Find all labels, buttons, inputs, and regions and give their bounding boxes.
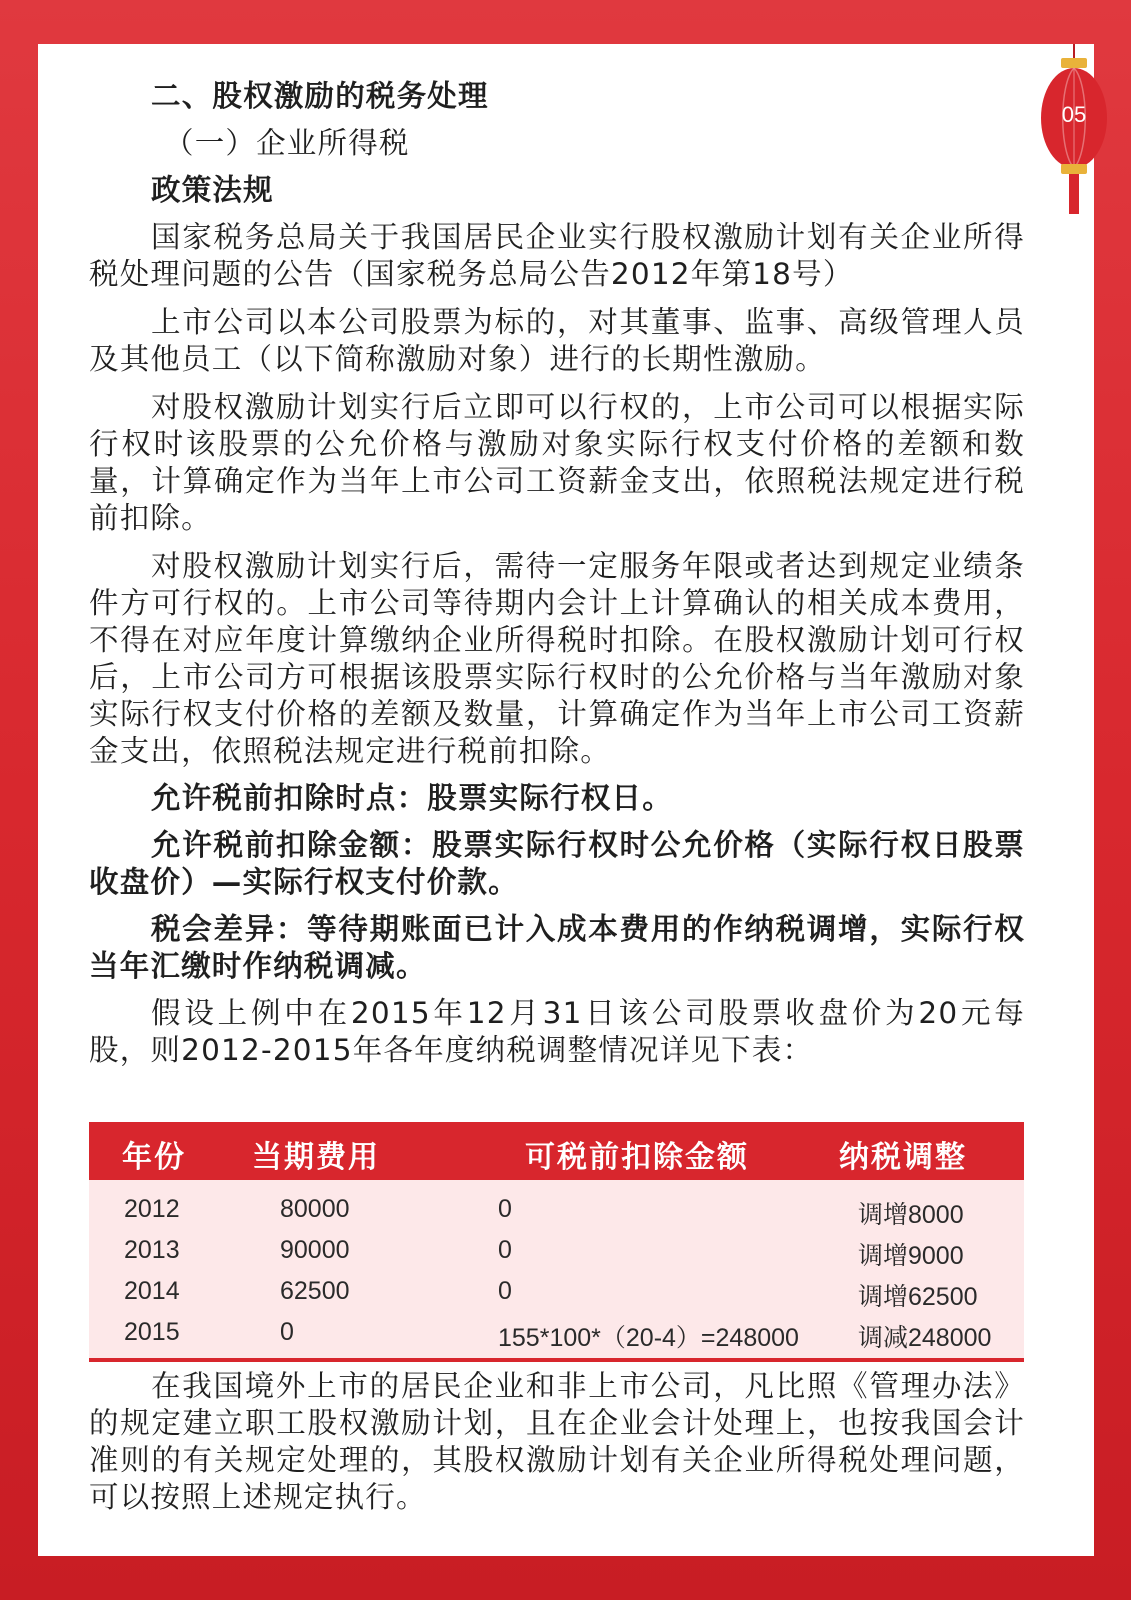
table-row: 2015 0 155*100*（20-4）=248000 调减248000	[124, 1318, 992, 1352]
paragraph-3: 对股权激励计划实行后立即可以行权的，上市公司可以根据实际行权时该股票的公允价格与激励对象实际行权支付价格的差额和数量，计算确定作为当年上市公司工资薪金支出，依照税法规定进行税前扣除。	[89, 390, 1025, 535]
table-row: 2014 62500 0 调增62500	[124, 1277, 978, 1311]
table-header	[89, 1122, 1024, 1180]
deduction-timing: 允许税前扣除时点：股票实际行权日。	[151, 781, 673, 815]
header-deductible: 可税前扣除金额	[525, 1140, 749, 1175]
table-row: 2013 90000 0 调增9000	[124, 1236, 964, 1270]
lantern-icon	[1041, 44, 1107, 214]
document-body	[89, 78, 1025, 1069]
table-body	[89, 1180, 1024, 1351]
table-row: 2012 80000 0 调增8000	[124, 1195, 964, 1229]
section-subtitle: （一）企业所得税	[164, 126, 410, 160]
header-year: 年份	[122, 1140, 186, 1175]
header-adjustment: 纳税调整	[839, 1140, 967, 1175]
tax-accounting-difference: 税会差异：等待期账面已计入成本费用的作纳税调增，实际行权当年汇缴时作纳税调减。	[89, 912, 1025, 983]
table-intro: 假设上例中在2015年12月31日该公司股票收盘价为20元每股，则2012-2015年各年度纳税调整情况详见下表：	[89, 996, 1025, 1067]
policy-label: 政策法规	[151, 173, 274, 207]
deduction-amount: 允许税前扣除金额：股票实际行权时公允价格（实际行权日股票收盘价）—实际行权支付价款。	[89, 828, 1025, 899]
closing-section	[89, 1368, 1025, 1516]
tax-adjustment-table	[89, 1122, 1024, 1362]
paragraph-2: 上市公司以本公司股票为标的，对其董事、监事、高级管理人员及其他员工（以下简称激励对象）进行的长期性激励。	[89, 305, 1025, 376]
paragraph-4: 对股权激励计划实行后，需待一定服务年限或者达到规定业绩条件方可行权的。上市公司等待期内会计上计算确认的相关成本费用，不得在对应年度计算缴纳企业所得税时扣除。在股权激励计划可行权后，上市公司方可根据该股票实际行权时的公允价格与当年激励对象实际行权支付价格的差额及数量，计算确定作为当年上市公司工资薪金支出，依照税法规定进行税前扣除。	[89, 549, 1025, 768]
section-title: 二、股权激励的税务处理	[151, 79, 489, 113]
page-number: 05	[1061, 102, 1087, 127]
header-expense: 当期费用	[252, 1140, 380, 1175]
page-sheet	[38, 44, 1094, 1556]
paragraph-1: 国家税务总局关于我国居民企业实行股权激励计划有关企业所得税处理问题的公告（国家税务总局公告2012年第18号）	[89, 220, 1025, 291]
closing-paragraph: 在我国境外上市的居民企业和非上市公司，凡比照《管理办法》的规定建立职工股权激励计划，且在企业会计处理上，也按我国会计准则的有关规定处理的，其股权激励计划有关企业所得税处理问题，可以按照上述规定执行。	[89, 1369, 1025, 1514]
